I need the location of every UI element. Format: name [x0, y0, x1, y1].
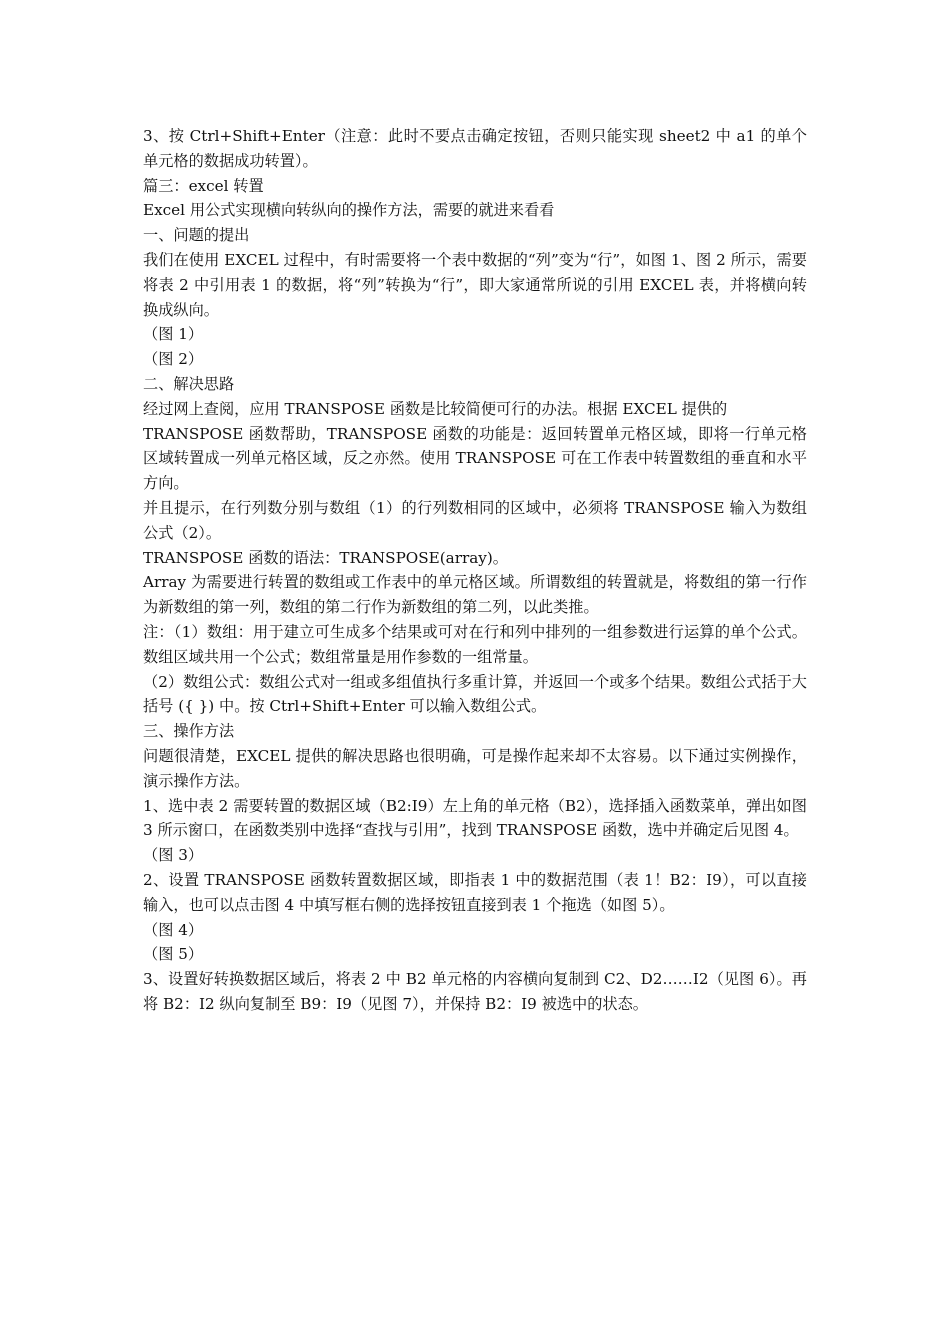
paragraph: TRANSPOSE 函数的语法：TRANSPOSE(array)。: [143, 548, 508, 567]
section-heading: 三、操作方法: [143, 722, 235, 741]
figure-caption: （图 1）: [143, 325, 204, 344]
paragraph: 2、设置 TRANSPOSE 函数转置数据区域，即指表 1 中的数据范围（表 1！B2：I9），可以直接输入，也可以点击图 4 中填写框右侧的选择按钮直接到表 1 个拖选（如图 5）。: [143, 870, 807, 914]
figure-caption: （图 3）: [143, 846, 204, 865]
section-heading: 二、解决思路: [143, 374, 235, 393]
paragraph: 3、设置好转换数据区域后，将表 2 中 B2 单元格的内容横向复制到 C2、D2……I2（见图 6）。再将 B2：I2 纵向复制至 B9：I9（见图 7），并保持 B2：I9 被选中的状态。: [143, 970, 807, 1013]
section-heading: 一、问题的提出: [143, 226, 250, 245]
paragraph: 3、按 Ctrl+Shift+Enter（注意：此时不要点击确定按钮，否则只能实现 sheet2 中 a1 的单个单元格的数据成功转置）。: [143, 127, 807, 170]
paragraph: 问题很清楚，EXCEL 提供的解决思路也很明确，可是操作起来却不太容易。以下通过实例操作，演示操作方法。: [143, 746, 807, 790]
paragraph: TRANSPOSE 函数帮助，TRANSPOSE 函数的功能是：返回转置单元格区域，即将一行单元格区域转置成一列单元格区域，反之亦然。使用 TRANSPOSE 可在工作表中转置数组的垂直和水平方向。: [143, 424, 807, 493]
paragraph: （2）数组公式：数组公式对一组或多组值执行多重计算，并返回一个或多个结果。数组公式括于大括号 ({ }) 中。按 Ctrl+Shift+Enter 可以输入数组公式。: [143, 672, 807, 716]
section-heading: 篇三：excel 转置: [143, 176, 264, 195]
paragraph: Excel 用公式实现横向转纵向的操作方法，需要的就进来看看: [143, 201, 555, 220]
paragraph: Array 为需要进行转置的数组或工作表中的单元格区域。所谓数组的转置就是，将数组的第一行作为新数组的第一列，数组的第二行作为新数组的第二列，以此类推。: [143, 573, 807, 617]
paragraph: 并且提示，在行列数分别与数组（1）的行列数相同的区域中，必须将 TRANSPOSE 输入为数组公式（2）。: [143, 498, 807, 542]
figure-caption: （图 5）: [143, 945, 204, 964]
paragraph: 我们在使用 EXCEL 过程中，有时需要将一个表中数据的“列”变为“行”，如图 1、图 2 所示，需要将表 2 中引用表 1 的数据，将“列”转换为“行”，即大家通常所说的引用 EXCEL 表，并将横向转换成纵向。: [143, 250, 807, 319]
paragraph: 注：（1）数组：用于建立可生成多个结果或可对在行和列中排列的一组参数进行运算的单个公式。数组区域共用一个公式；数组常量是用作参数的一组常量。: [143, 622, 807, 666]
paragraph: 经过网上查阅，应用 TRANSPOSE 函数是比较简便可行的办法。根据 EXCEL 提供的: [143, 399, 728, 418]
figure-caption: （图 2）: [143, 350, 204, 369]
figure-caption: （图 4）: [143, 920, 204, 939]
document-page: [143, 124, 807, 1017]
paragraph: 1、选中表 2 需要转置的数据区域（B2:I9）左上角的单元格（B2），选择插入函数菜单，弹出如图 3 所示窗口，在函数类别中选择“查找与引用”，找到 TRANSPOSE 函数，选中并确定后见图 4。: [143, 796, 807, 840]
